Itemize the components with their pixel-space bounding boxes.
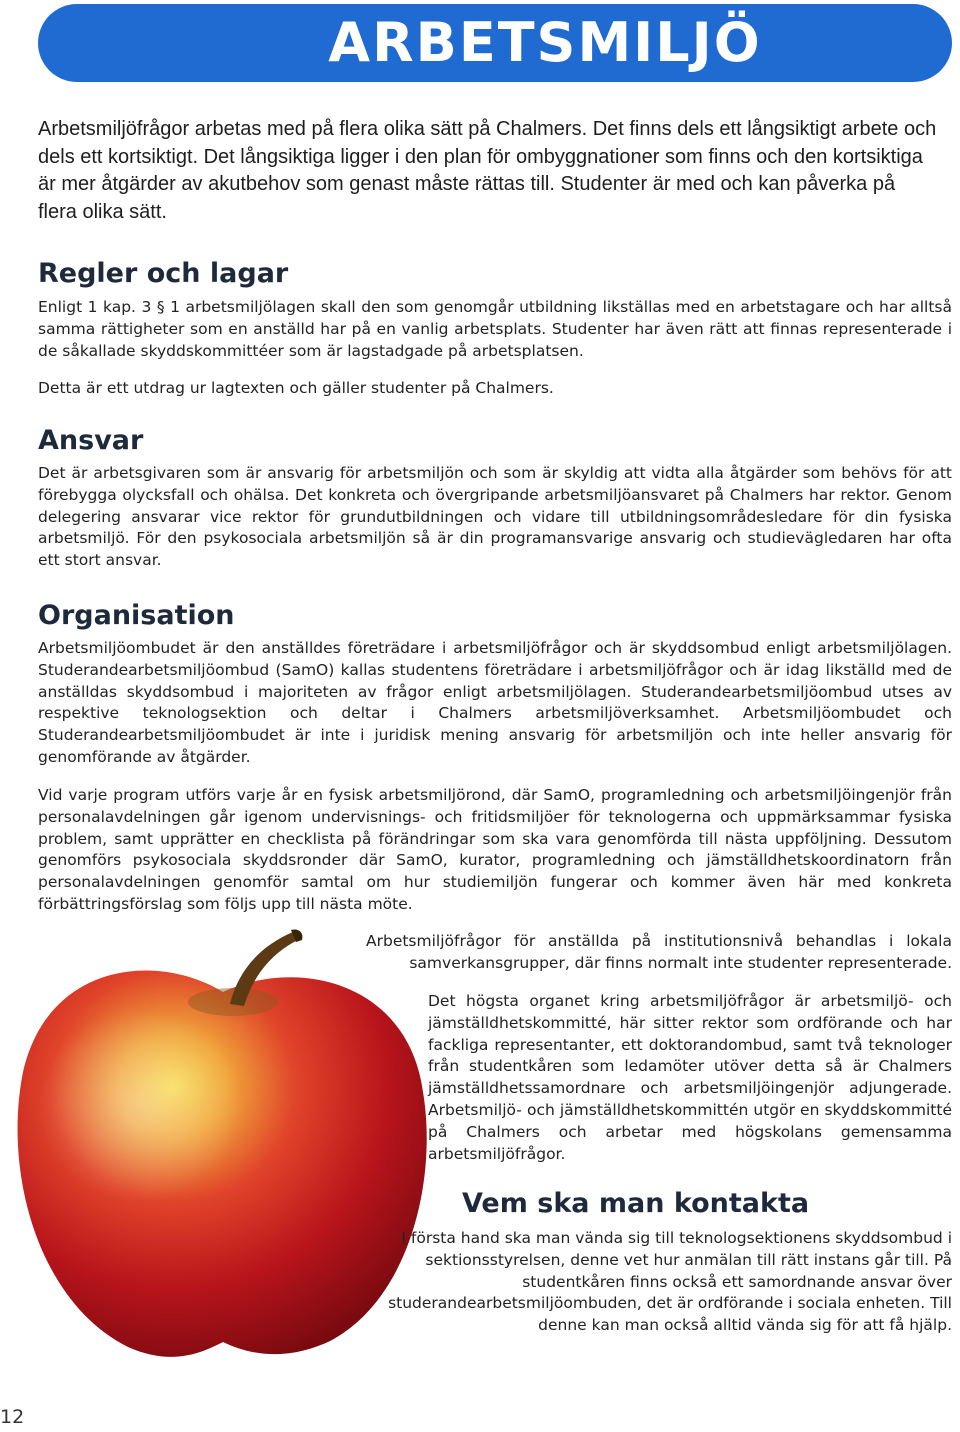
organisation-paragraph-4: Det högsta organet kring arbetsmiljöfrågor är arbetsmiljö- och jämställdhetskommitté, här sitter rektor som ordförande och har fackliga representanter, ett doktorandombud, samt två teknologer från studentkåren som ledamöter utöver detta så är Chalmers jämställdhetssamordnare och arbetsmiljöingenjör adjungerade. Arbetsmiljö- och jämställdhetskommittén utgör en skyddskommitté på Chalmers och arbetar med högskolans gemensamma arbetsmiljöfrågor. (428, 992, 952, 1163)
organisation-paragraph-1: Arbetsmiljöombudet är den anställdes företrädare i arbetsmiljöfrågor och är skyddsombud enligt arbetsmiljölagen. Studerandearbetsmiljöombud (SamO) kallas studentens företrädare i arbetsmiljöfrågor och är idag likställd med de anställdas skyddsombud i majoriteten av frågor enligt arbetsmiljölagen. Studerandearbetsmiljöombud utses av respektive teknologsektion och deltar i Chalmers arbetsmiljöverksamhet. Arbetsmiljöombudet och Studerandearbetsmiljöombudet är inte i juridisk mening ansvarig för arbetsmiljön och inte heller ansvarig för genomförande av åtgärder. (38, 639, 952, 766)
page-number: 12 (0, 1406, 25, 1428)
regler-paragraph-1: Enligt 1 kap. 3 § 1 arbetsmiljölagen skall den som genomgår utbildning likställas med en arbetstagare och har alltså samma rättigheter som en anställd har på en vanlig arbetsplats. Studenter har även rätt att finnas representerade i de såkallade skyddskommittéer som är lagstadgade på arbetsplatsen. (38, 298, 952, 360)
intro-paragraph: Arbetsmiljöfrågor arbetas med på flera olika sätt på Chalmers. Det finns dels ett långsiktigt arbete och dels ett kortsiktigt. Det långsiktiga ligger i den plan för ombyggnationer som finns och den kortsiktiga är mer åtgärder av akutbehov som genast måste rättas till. Studenter är med och kan påverka på flera olika sätt. (38, 118, 937, 223)
heading-organisation: Organisation (38, 600, 235, 631)
organisation-paragraph-2: Vid varje program utförs varje år en fysisk arbetsmiljörond, där SamO, programledning och arbetsmiljöingenjör från personalavdelningen går igenom undervisnings- och fritidsmiljöer för teknologerna och uppmärksammar fysiska problem, samt upprätter en checklista på förändringar som ska vara genomförda till nästa uppföljning. Dessutom genomförs psykosociala skyddsronder där SamO, kurator, programledning och jämställdhetskoordinatorn från personalavdelningen genomför samtal om hur studiemiljön fungerar och kommer även här med konkreta förbättringsförslag som följs upp till nästa möte. (38, 786, 952, 913)
apple-image (8, 922, 438, 1362)
title-banner (38, 4, 952, 82)
ansvar-paragraph: Det är arbetsgivaren som är ansvarig för arbetsmiljön och som är skyldig att vidta alla åtgärder som behövs för att förebygga olycksfall och ohälsa. Det konkreta och övergripande arbetsmiljöansvaret på Chalmers har rektor. Genom delegering ansvarar vice rektor för grundutbildningen och vidare till utbildningsområdesledare för din fysiska arbetsmiljö. För den psykosociala arbetsmiljön så är din programansvarige ansvarig och studievägledaren har ofta ett stort ansvar. (38, 464, 952, 570)
heading-ansvar: Ansvar (38, 425, 144, 456)
regler-paragraph-2: Detta är ett utdrag ur lagtexten och gäller studenter på Chalmers. (38, 379, 554, 397)
organisation-paragraph-3: Arbetsmiljöfrågor för anställda på institutionsnivå behandlas i lokala samverkansgrupper, där finns normalt inte studenter representerade. (366, 932, 952, 972)
heading-regler: Regler och lagar (38, 258, 289, 289)
heading-kontakt: Vem ska man kontakta (462, 1188, 810, 1219)
kontakt-paragraph: I första hand ska man vända sig till teknologsektionens skyddsombud i sektionsstyrelsen, denne vet hur anmälan till rätt instans går till. På studentkåren finns också ett samordnande ansvar över studerandearbetsmiljöombuden, det är ordförande i sociala enheten. Till denne kan man också alltid vända sig för att få hjälp. (388, 1229, 952, 1335)
page-title: ARBETSMILJÖ (328, 11, 762, 74)
